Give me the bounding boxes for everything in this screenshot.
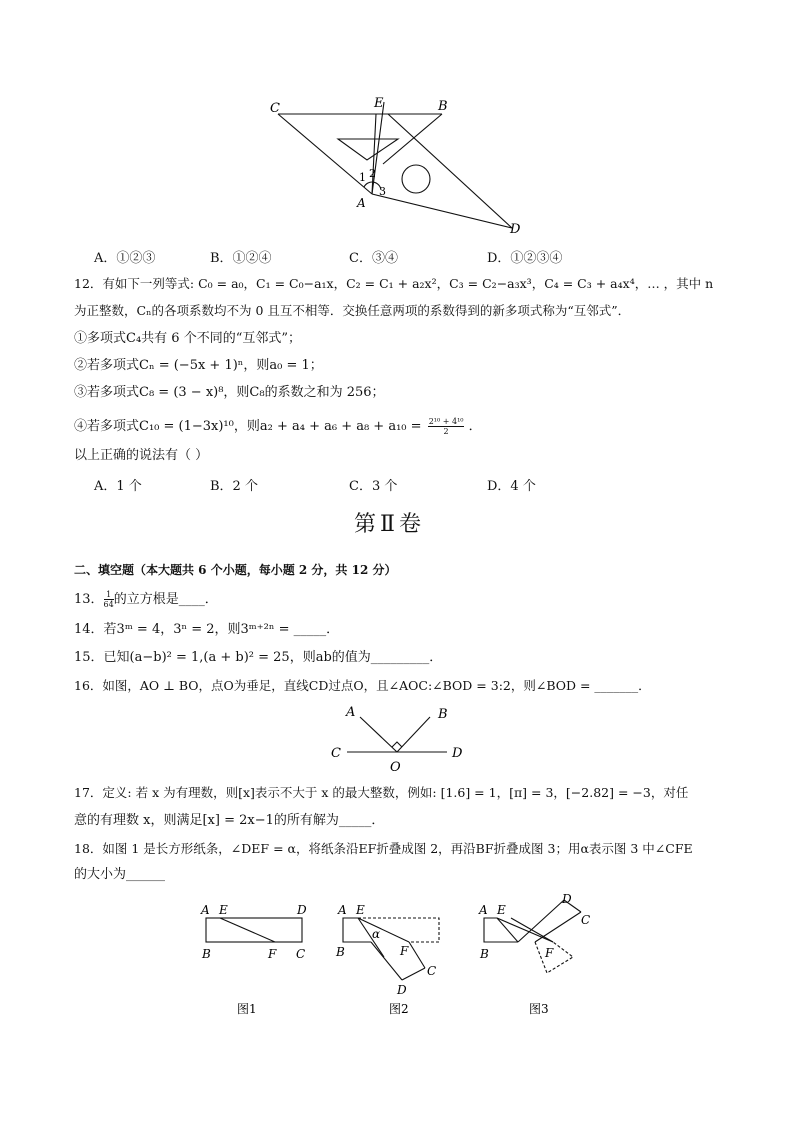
- q11-option-d: D．①②③④: [487, 251, 563, 266]
- fig2-label-alpha: α: [372, 927, 381, 941]
- fig2-caption: 图2: [389, 1002, 409, 1016]
- q12-statement-2: ②若多项式Cₙ = (−5x + 1)ⁿ，则a₀ = 1；: [74, 358, 323, 373]
- fig3-caption: 图3: [529, 1002, 549, 1016]
- q11-option-a: A．①②③: [94, 251, 156, 266]
- fig1-label-A: A: [201, 903, 210, 917]
- q16: 16．如图，AO ⊥ BO，点O为垂足，直线CD过点O，且∠AOC:∠BOD = 3:2，则∠BOD = _______．: [74, 678, 651, 693]
- q17-line1: 17．定义: 若 x 为有理数，则[x]表示不大于 x 的最大整数，例如: [1.6] = 1，[π] = 3，[−2.82] = −3，对任: [74, 785, 689, 800]
- q13-fraction: [104, 590, 114, 609]
- q18-figure-1: [195, 895, 320, 1020]
- q12-option-d: D．4 个: [487, 479, 536, 494]
- q12-s4-text: ④若多项式C₁₀ = (1−3x)¹⁰，则a₂ + a₄ + a₆ + a₈ + a₁₀ =: [74, 419, 422, 434]
- q12-s4-fraction: [428, 417, 465, 436]
- label-angle-1: 1: [359, 171, 366, 184]
- q12-option-a: A．1 个: [94, 479, 142, 494]
- label-angle-3: 3: [379, 185, 386, 198]
- q12-prompt: 以上正确的说法有（ ）: [74, 448, 209, 463]
- fig2-label-F: F: [400, 944, 409, 958]
- fig3-label-D: D: [562, 892, 572, 906]
- q12-statement-1: ①多项式C₄共有 6 个不同的“互邻式”；: [74, 331, 301, 346]
- label-B: B: [438, 99, 448, 114]
- part2-title: 第Ⅱ卷: [354, 512, 425, 537]
- q18-figure-2: [332, 895, 457, 1020]
- label-A: A: [357, 196, 366, 210]
- fig1-label-D: D: [297, 903, 307, 917]
- fig16-label-B: B: [438, 707, 448, 722]
- q13-denominator: 64: [103, 600, 114, 609]
- q13-text: 的立方根是____．: [113, 592, 218, 607]
- fig2-label-E: E: [356, 903, 365, 917]
- fig3-label-C: C: [581, 913, 591, 927]
- label-C: C: [270, 101, 280, 116]
- q18-figure-3: [473, 885, 598, 1020]
- q12-s4-numerator: 2¹⁰ + 4¹⁰: [428, 417, 464, 426]
- q13: [74, 590, 218, 609]
- q18-line1: 18．如图 1 是长方形纸条，∠DEF = α，将纸条沿EF折叠成图 2，再沿BF折叠成图 3；用α表示图 3 中∠CFE: [74, 841, 693, 856]
- q13-numerator: 1: [104, 590, 114, 600]
- fig1-caption: 图1: [237, 1002, 257, 1016]
- label-E: E: [374, 96, 384, 111]
- fig16-label-A: A: [346, 705, 356, 720]
- q12-s4-denominator: 2: [443, 427, 449, 436]
- fig1-label-E: E: [219, 903, 228, 917]
- fig1-label-F: F: [268, 947, 277, 961]
- q12-statement-3: ③若多项式C₈ = (3 − x)⁸，则C₈的系数之和为 256；: [74, 385, 385, 400]
- q18-line2: 的大小为______: [74, 867, 166, 882]
- q15: 15．已知(a−b)² = 1,(a + b)² = 25，则ab的值为_________．: [74, 650, 443, 665]
- fig2-label-D: D: [397, 983, 407, 997]
- fig16-label-O: O: [390, 760, 401, 775]
- fig2-label-C: C: [427, 964, 437, 978]
- fig1-label-B: B: [202, 947, 211, 961]
- fig3-label-A: A: [479, 903, 488, 917]
- q12-option-b: B．2 个: [210, 479, 258, 494]
- label-D: D: [510, 222, 521, 237]
- q11-triangle-figure: [260, 90, 540, 240]
- section2-header: 二、填空题（本大题共 6 个小题，每小题 2 分，共 12 分）: [74, 563, 397, 577]
- q12-line2: 为正整数，Cₙ的各项系数均不为 0 且互不相等．交换任意两项的系数得到的新多项式称为“互邻式”．: [74, 303, 631, 318]
- fig16-label-D: D: [452, 746, 463, 761]
- q12-line1: 12．有如下一列等式: C₀ = a₀，C₁ = C₀−a₁x，C₂ = C₁ + a₂x²，C₃ = C₂−a₃x³，C₄ = C₃ + a₄x⁴，… ，其中 n: [74, 276, 714, 291]
- q16-figure: [325, 700, 475, 775]
- q11-option-c: C．③④: [349, 251, 398, 266]
- fig2-label-A: A: [338, 903, 347, 917]
- q13-number: 13．: [74, 592, 104, 607]
- fig2-label-B: B: [336, 945, 345, 959]
- fig16-label-C: C: [331, 746, 341, 761]
- q12-statement-4: [74, 417, 482, 436]
- q17-line2: 意的有理数 x，则满足[x] = 2x−1的所有解为_____．: [74, 813, 385, 828]
- fig3-label-B: B: [480, 947, 489, 961]
- q11-option-b: B．①②④: [210, 251, 272, 266]
- q14: 14．若3ᵐ = 4，3ⁿ = 2，则3ᵐ⁺²ⁿ = _____．: [74, 622, 340, 637]
- fig3-label-E: E: [497, 903, 506, 917]
- q12-option-c: C．3 个: [349, 479, 398, 494]
- label-angle-2: 2: [369, 167, 376, 180]
- fig1-label-C: C: [296, 947, 306, 961]
- fig3-label-F: F: [545, 946, 554, 960]
- q12-s4-end: ．: [468, 419, 482, 434]
